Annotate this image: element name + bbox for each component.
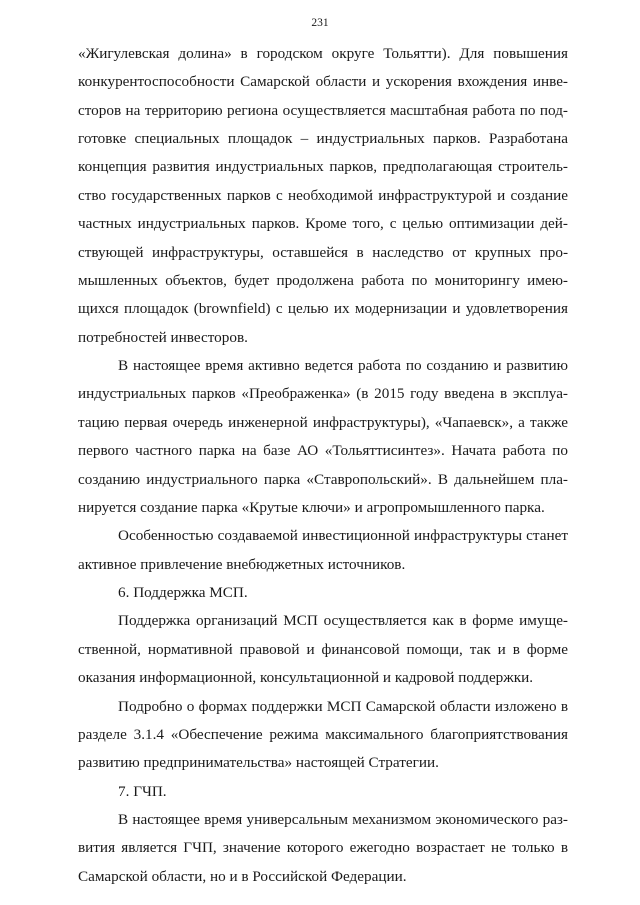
text-line: ство государственных парков с необходимой инфраструктурой и создание: [78, 187, 568, 204]
text-line: готовке специальных площадок – индустриальных парков. Разработана: [78, 130, 568, 147]
section-heading: 7. ГЧП.: [118, 783, 167, 800]
text-line: В настоящее время активно ведется работа по созданию и развитию: [118, 357, 568, 374]
text-line: тацию первая очередь инженерной инфраструктуры), «Чапаевск», а также: [78, 414, 568, 431]
text-line: Подробно о формах поддержки МСП Самарской области изложено в: [118, 698, 568, 715]
text-line: активное привлечение внебюджетных источников.: [78, 556, 406, 573]
text-line: «Жигулевская долина» в городском округе Тольятти). Для повышения: [78, 45, 568, 62]
text-line: оказания информационной, консультационной и кадровой поддержки.: [78, 669, 534, 686]
text-line: концепция развития индустриальных парков, предполагающая строитель-: [78, 158, 568, 175]
text-line: В настоящее время универсальным механизмом экономического раз-: [118, 811, 568, 828]
text-line: нируется создание парка «Крутые ключи» и агропромышленного парка.: [78, 499, 545, 516]
text-line: Поддержка организаций МСП осуществляется как в форме имуще-: [118, 612, 568, 629]
text-line: потребностей инвесторов.: [78, 329, 248, 346]
text-line: развитию предпринимательства» настоящей Стратегии.: [78, 754, 439, 771]
text-line: частных индустриальных парков. Кроме того, с целью оптимизации дей-: [78, 215, 568, 232]
text-line: созданию индустриального парка «Ставропольский». В дальнейшем пла-: [78, 471, 568, 488]
text-line: конкурентоспособности Самарской области и ускорения вхождения инве-: [78, 73, 568, 90]
text-line: Самарской области, но и в Российской Федерации.: [78, 868, 407, 885]
text-line: ственной, нормативной правовой и финансовой помощи, так и в форме: [78, 641, 568, 658]
text-line: разделе 3.1.4 «Обеспечение режима максимального благоприятствования: [78, 726, 568, 743]
section-heading: 6. Поддержка МСП.: [118, 584, 248, 601]
page-number: 231: [311, 17, 329, 29]
text-line: Особенностью создаваемой инвестиционной инфраструктуры станет: [118, 527, 568, 544]
text-line: первого частного парка на базе АО «Тольяттисинтез». Начата работа по: [78, 442, 568, 459]
text-line: индустриальных парков «Преображенка» (в 2015 году введена в эксплуа-: [78, 385, 568, 402]
text-line: сторов на территорию региона осуществляется масштабная работа по под-: [78, 102, 568, 119]
text-line: ствующей инфраструктуры, оставшейся в наследство от крупных про-: [78, 244, 568, 261]
text-line: мышленных объектов, будет продолжена работа по мониторингу имею-: [78, 272, 568, 289]
text-line: щихся площадок (brownfield) с целью их модернизации и удовлетворения: [78, 300, 568, 317]
text-line: вития является ГЧП, значение которого ежегодно возрастает не только в: [78, 839, 568, 856]
